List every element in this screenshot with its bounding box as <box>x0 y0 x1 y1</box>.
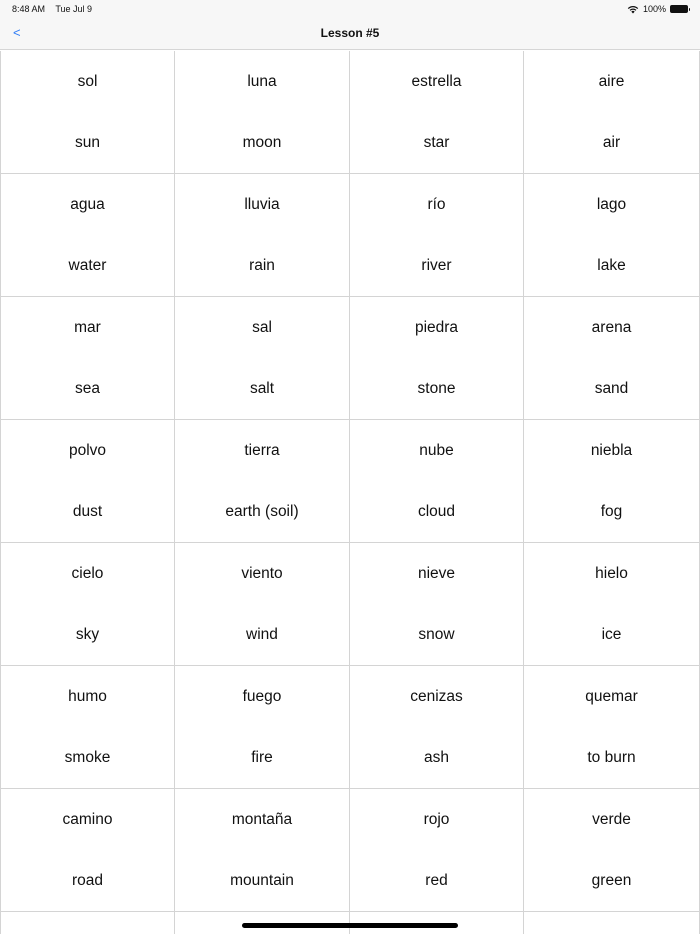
english-translation: wind <box>246 626 278 643</box>
flashcard-cell[interactable] <box>524 297 700 420</box>
english-translation: ash <box>424 749 449 766</box>
spanish-word: agua <box>70 196 105 213</box>
english-translation: rain <box>249 257 275 274</box>
spanish-word: viento <box>241 565 283 582</box>
spanish-word: nieve <box>417 565 456 582</box>
spanish-word: fuego <box>242 688 282 705</box>
english-translation: red <box>425 872 448 889</box>
english-translation: air <box>602 134 621 151</box>
spanish-word: polvo <box>68 442 107 459</box>
flashcard-cell[interactable] <box>350 789 524 912</box>
flashcard-cell[interactable] <box>350 51 524 174</box>
flashcard-cell[interactable] <box>350 420 524 543</box>
battery-percent: 100% <box>642 4 666 14</box>
english-translation: cloud <box>417 503 456 520</box>
english-translation: fog <box>600 503 623 520</box>
english-translation: road <box>71 872 104 889</box>
english-translation: ice <box>601 626 622 643</box>
wifi-icon <box>627 5 639 14</box>
flashcard-cell[interactable] <box>524 420 700 543</box>
navigation-bar <box>0 18 700 50</box>
flashcard-cell[interactable] <box>0 912 175 934</box>
english-translation: river <box>421 257 452 274</box>
english-translation: star <box>423 134 450 151</box>
home-indicator[interactable] <box>242 923 458 928</box>
spanish-word: camino <box>62 811 113 828</box>
status-time: 8:48 AM <box>12 4 46 14</box>
english-translation: lake <box>597 257 626 274</box>
flashcard-cell[interactable] <box>175 666 350 789</box>
spanish-word: río <box>427 196 446 213</box>
spanish-word: sal <box>252 319 272 336</box>
spanish-word: montaña <box>231 811 293 828</box>
spanish-word: nube <box>419 442 454 459</box>
flashcard-cell[interactable] <box>524 51 700 174</box>
english-translation: sun <box>75 134 100 151</box>
flashcard-cell[interactable] <box>350 174 524 297</box>
flashcard-cell[interactable] <box>0 51 175 174</box>
flashcard-cell[interactable] <box>0 174 175 297</box>
flashcard-cell[interactable] <box>175 543 350 666</box>
spanish-word: lluvia <box>244 196 280 213</box>
status-date: Tue Jul 9 <box>55 4 93 14</box>
flashcard-cell[interactable] <box>524 543 700 666</box>
flashcard-cell[interactable] <box>0 666 175 789</box>
english-translation: sky <box>75 626 100 643</box>
spanish-word: luna <box>247 73 277 90</box>
flashcard-cell[interactable] <box>350 666 524 789</box>
english-translation: smoke <box>64 749 111 766</box>
flashcard-cell[interactable] <box>0 297 175 420</box>
spanish-word: hielo <box>595 565 628 582</box>
spanish-word: niebla <box>590 442 633 459</box>
english-translation: green <box>591 872 632 889</box>
english-translation: stone <box>417 380 456 397</box>
spanish-word: quemar <box>585 688 638 705</box>
flashcard-cell[interactable] <box>350 543 524 666</box>
status-indicators <box>627 4 690 14</box>
page-title: Lesson #5 <box>320 26 380 40</box>
english-translation: moon <box>242 134 282 151</box>
spanish-word: mar <box>74 319 101 336</box>
flashcard-cell[interactable] <box>0 543 175 666</box>
spanish-word: cenizas <box>410 688 463 705</box>
spanish-word: piedra <box>414 319 459 336</box>
english-translation: water <box>68 257 107 274</box>
status-bar <box>0 0 700 18</box>
status-time-date <box>12 4 100 14</box>
spanish-word: arena <box>591 319 632 336</box>
battery-icon <box>670 5 690 14</box>
flashcard-cell[interactable] <box>175 789 350 912</box>
spanish-word: aire <box>598 73 625 90</box>
flashcard-cell[interactable] <box>0 789 175 912</box>
english-translation: sand <box>594 380 629 397</box>
spanish-word: verde <box>592 811 631 828</box>
spanish-word: cielo <box>71 565 104 582</box>
flashcard-grid <box>0 51 700 934</box>
spanish-word: humo <box>68 688 107 705</box>
flashcard-cell[interactable] <box>350 297 524 420</box>
spanish-word: sol <box>77 73 98 90</box>
spanish-word: tierra <box>244 442 280 459</box>
english-translation: snow <box>418 626 455 643</box>
flashcard-cell[interactable] <box>175 420 350 543</box>
english-translation: dust <box>72 503 103 520</box>
flashcard-cell[interactable] <box>524 666 700 789</box>
english-translation: sea <box>75 380 100 397</box>
flashcard-cell[interactable] <box>524 174 700 297</box>
english-translation: salt <box>249 380 275 397</box>
english-translation: earth (soil) <box>225 503 299 520</box>
english-translation: to burn <box>587 749 636 766</box>
flashcard-cell[interactable] <box>175 51 350 174</box>
english-translation: mountain <box>230 872 294 889</box>
flashcard-cell[interactable] <box>524 789 700 912</box>
flashcard-cell[interactable] <box>175 174 350 297</box>
flashcard-cell[interactable] <box>175 297 350 420</box>
flashcard-cell[interactable] <box>0 420 175 543</box>
flashcard-cell[interactable] <box>524 912 700 934</box>
spanish-word: lago <box>596 196 627 213</box>
english-translation: fire <box>251 749 273 766</box>
spanish-word: estrella <box>411 73 462 90</box>
spanish-word: rojo <box>423 811 450 828</box>
back-button[interactable]: < <box>13 25 21 40</box>
